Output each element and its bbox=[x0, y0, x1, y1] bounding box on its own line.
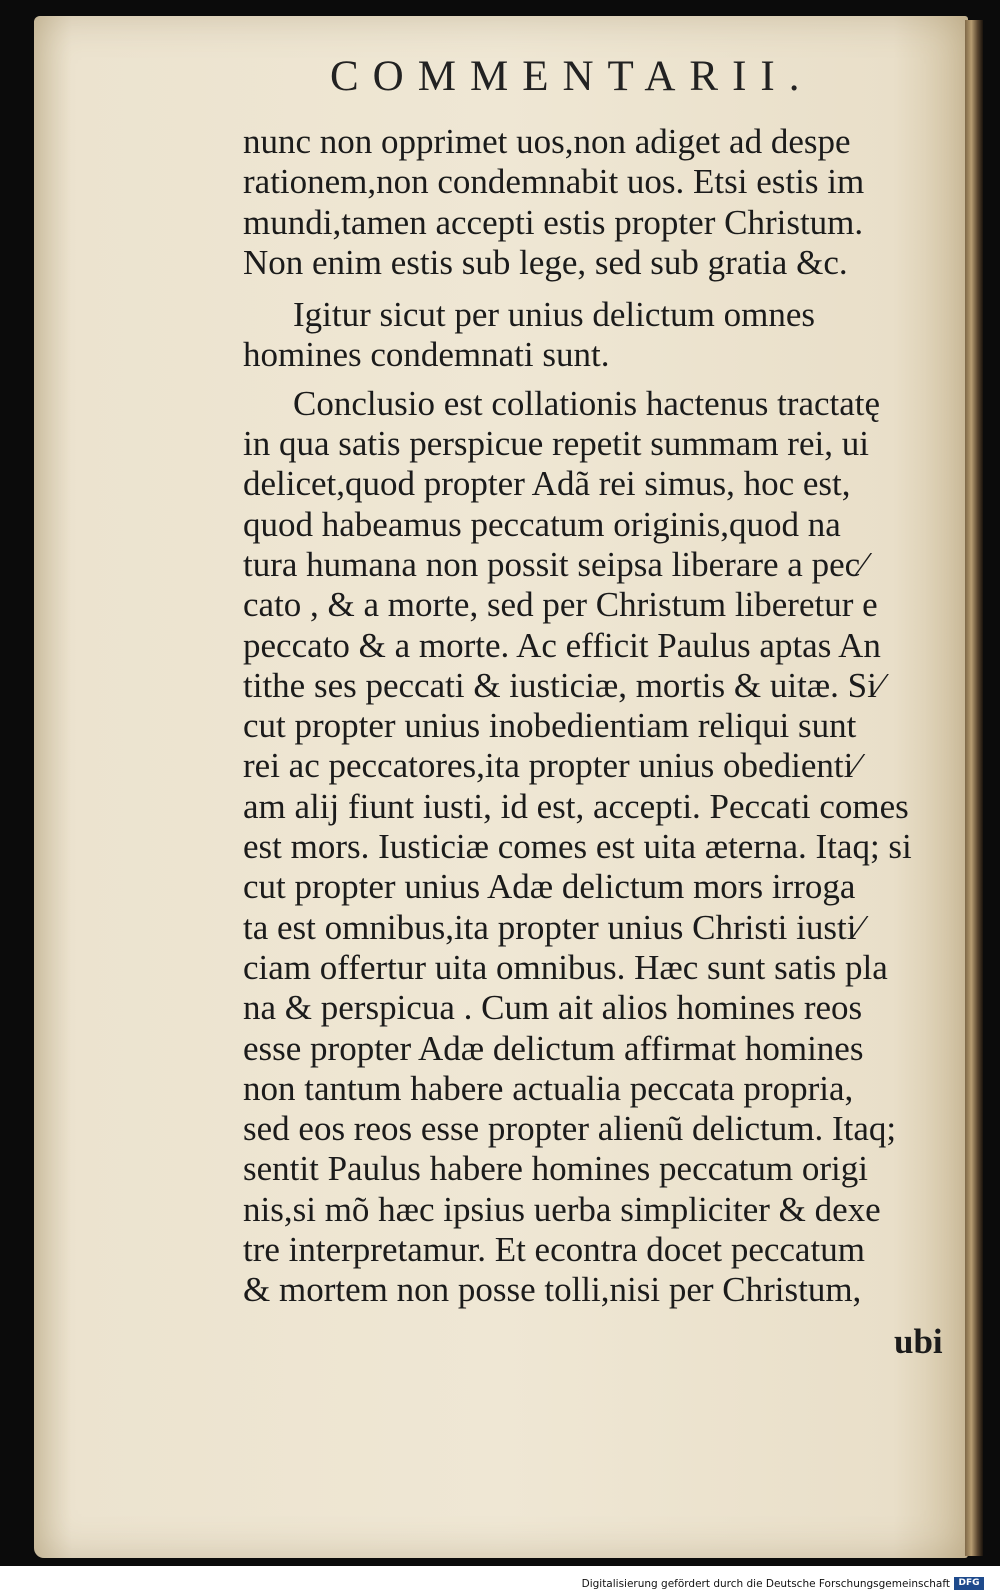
text-line: Non enim estis sub lege, sed sub gratia &c. bbox=[243, 242, 848, 282]
text-line: am alij fiunt iusti, id est, accepti. Peccati comes bbox=[243, 786, 909, 826]
text-block bbox=[243, 122, 963, 1311]
text-line: est mors. Iusticiæ comes est uita æterna. Itaq; si bbox=[243, 827, 912, 867]
funding-credit: Digitalisierung gefördert durch die Deutsche Forschungsgemeinschaft bbox=[581, 1578, 950, 1590]
dfg-logo: DFG bbox=[954, 1577, 984, 1590]
paragraph-gap bbox=[243, 283, 963, 295]
text-line: rei ac peccatores,ita propter unius obedienti⁄ bbox=[243, 746, 860, 786]
text-line: Conclusio est collationis hactenus tractatę bbox=[293, 383, 881, 423]
text-line: & mortem non posse tolli,nisi per Christum, bbox=[243, 1270, 862, 1310]
text-line: ciam offertur uita omnibus. Hæc sunt satis pla bbox=[243, 947, 888, 987]
text-line: in qua satis perspicue repetit summam rei, ui bbox=[243, 424, 869, 464]
text-line: non tantum habere actualia peccata propria, bbox=[243, 1068, 854, 1108]
text-line: tura humana non possit seipsa liberare a pec⁄ bbox=[243, 544, 866, 584]
text-line: mundi,tamen accepti estis propter Christum. bbox=[243, 202, 864, 242]
text-line: tithe ses peccati & iusticiæ, mortis & uitæ. Si⁄ bbox=[243, 665, 883, 705]
text-line: na & perspicua . Cum ait alios homines reos bbox=[243, 988, 863, 1028]
heading-line: homines condemnati sunt. bbox=[243, 335, 610, 375]
page-edge bbox=[965, 20, 983, 1556]
text-line: delicet,quod propter Adã rei simus, hoc est, bbox=[243, 464, 851, 504]
running-head: COMMENTARII. bbox=[330, 53, 814, 100]
text-line: cut propter unius inobedientiam reliqui sunt bbox=[243, 706, 857, 746]
text-line: peccato & a morte. Ac efficit Paulus aptas An bbox=[243, 625, 881, 665]
paragraph-gap bbox=[243, 376, 963, 384]
text-line: nis,si mõ hæc ipsius uerba simpliciter & dexe bbox=[243, 1189, 881, 1229]
text-line: tre interpretamur. Et econtra docet peccatum bbox=[243, 1230, 865, 1270]
text-line: esse propter Adæ delictum affirmat homines bbox=[243, 1028, 864, 1068]
text-line: cut propter unius Adæ delictum mors irroga bbox=[243, 867, 856, 907]
text-line: sentit Paulus habere homines peccatum origi bbox=[243, 1149, 868, 1189]
text-line: nunc non opprimet uos,non adiget ad despe bbox=[243, 122, 851, 161]
heading-line: Igitur sicut per unius delictum omnes bbox=[293, 295, 815, 335]
text-line: ta est omnibus,ita propter unius Christi iusti⁄ bbox=[243, 907, 863, 947]
text-line: rationem,non condemnabit uos. Etsi estis im bbox=[243, 162, 865, 202]
text-line: cato , & a morte, sed per Christum liberetur e bbox=[243, 585, 878, 625]
catchword: ubi bbox=[894, 1322, 943, 1361]
text-line: quod habeamus peccatum originis,quod na bbox=[243, 504, 841, 544]
text-line: sed eos reos esse propter alienũ delictum. Itaq; bbox=[243, 1109, 897, 1149]
